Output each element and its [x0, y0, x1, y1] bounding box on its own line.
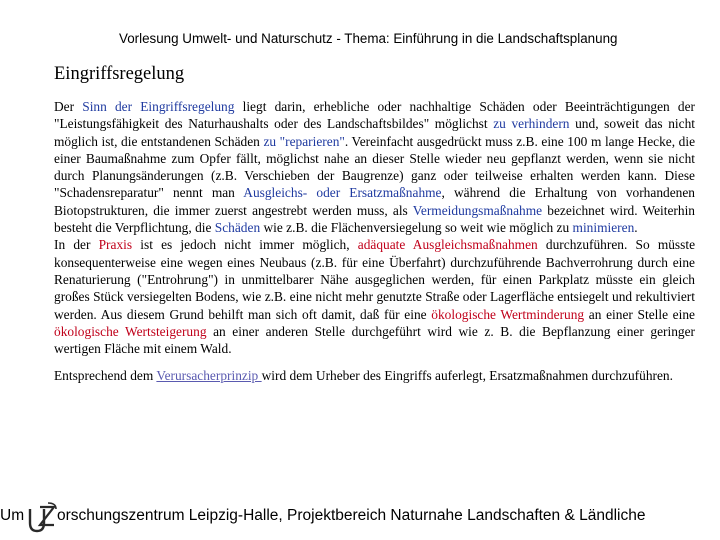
highlighted-term: Vermeidungsmaßnahme [412, 202, 543, 218]
text-run: Entsprechend dem [54, 368, 157, 384]
text-run: wird dem Urheber des Eingriffs auferlegt, Ersatzmaßnahmen durchzuführen. [261, 368, 673, 384]
text-run: bezeichnet wird. Weiterhin besteht die Verpflichtung, die [54, 202, 695, 236]
text-run: wie z.B. die Flächenversiegelung so weit wie möglich zu [260, 220, 573, 236]
text-run: ist es jedoch nicht immer möglich, [132, 237, 358, 253]
footer [0, 505, 720, 535]
highlighted-term: Sinn der Eingriffsregelung [82, 99, 235, 114]
term-link[interactable]: Verursacherprinzip [156, 368, 262, 384]
text-run: und, soweit das nicht möglich ist, die entstandenen Schäden [54, 116, 695, 149]
paragraph-polluter-pays [54, 367, 695, 384]
highlighted-term: zu "reparieren" [263, 133, 345, 149]
footer-text-start: Um [0, 507, 25, 524]
footer-text-end: orschungszentrum Leipzig-Halle, Projektbereich Naturnahe Landschaften & Ländliche [57, 507, 646, 524]
body-text [54, 98, 695, 385]
text-run: an einer Stelle eine [584, 306, 695, 322]
highlighted-term: Schäden [214, 220, 261, 236]
text-run: . Vereinfacht ausgedrückt muss z.B. eine 100 m lange Hecke, die einer Baumaßnahme zum Opfer fällt, möglichst nahe an dieser Stelle wieder neu gepflanzt werden, wenn sie nicht durch Planungsänderungen (z.B. Verschieben der Baugrenze) ganz oder teilweise erhalten werden kann. Diese "Schadensreparatur" nennt man [54, 133, 696, 201]
text-run: durchzuführen. So müsste konsequenterweise eine wegen eines Neubaus (z.B. für eine Überfahrt) durchzuführende Bachverrohrung durch eine Renaturierung ("Entrohrung") in unmittelbarer Nähe ausgeglichen werden, für einen Parkplatz müsste ein gleich großes Stück versiegelten Bodens, wie z.B. eine nicht mehr genutzte Straße oder Lagerfläche entsiegelt und rekultiviert werden. Aus diesem Grund behilft man sich oft damit, daß für eine [54, 237, 696, 322]
paragraph-practice [54, 236, 695, 357]
highlighted-term: Ausgleichs- oder Ersatzmaßnahme [243, 185, 442, 201]
highlighted-term: Praxis [98, 237, 133, 253]
text-run: . [634, 220, 638, 236]
highlighted-term: ökologische Wertsteigerung [54, 323, 207, 339]
ufz-logo [24, 501, 60, 535]
highlighted-term: minimieren [572, 220, 635, 236]
slide-title: Eingriffsregelung [54, 64, 185, 84]
highlighted-term: zu verhindern [493, 116, 570, 132]
text-run: Der [54, 99, 83, 114]
text-run: an einer anderen Stelle durchgeführt wird wie z. B. die Bepflanzung einer geringer wertigen Fläche mit einem Wald. [54, 323, 695, 357]
highlighted-term: ökologische Wertminderung [431, 306, 585, 322]
text-run: In der [54, 237, 99, 253]
text-run: , während die Erhaltung von vorhandenen Biotopstrukturen, die immer zuerst angestrebt werden muss, als [54, 185, 695, 218]
highlighted-term: adäquate Ausgleichsmaßnahmen [357, 237, 538, 253]
paragraph-purpose [54, 98, 695, 236]
slide-header: Vorlesung Umwelt- und Naturschutz - Thema: Einführung in die Landschaftsplanung [119, 31, 618, 46]
text-run: liegt darin, erhebliche oder nachhaltige Schäden oder Beeinträchtigungen der "Leistungsfähigkeit des Naturhaushalts oder des Landschaftsbildes" möglichst [54, 99, 696, 132]
